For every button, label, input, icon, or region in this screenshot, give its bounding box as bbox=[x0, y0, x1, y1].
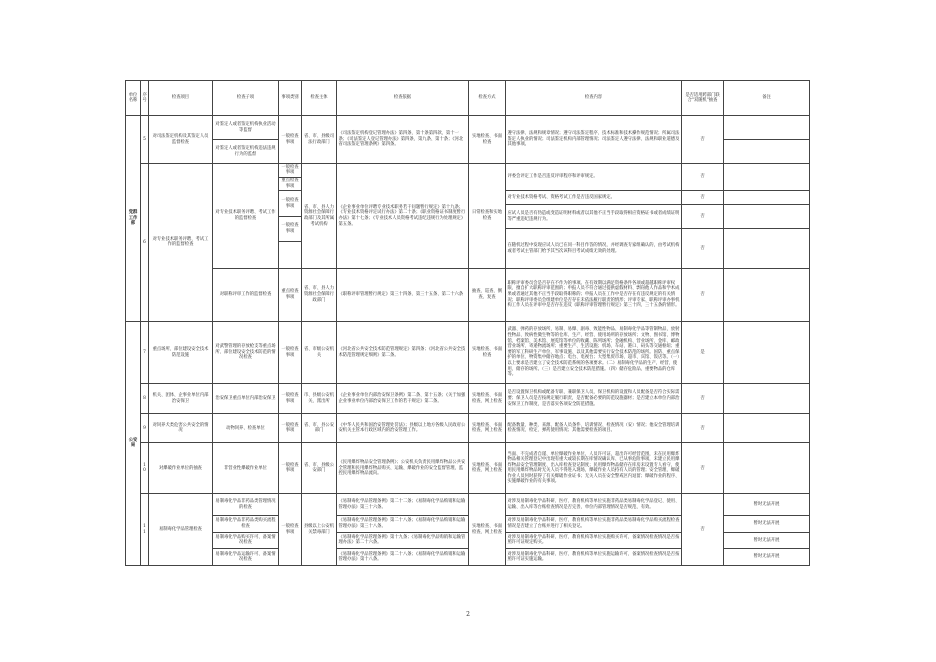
header-category: 事项类别 bbox=[279, 81, 302, 116]
joint-cell: 否 bbox=[682, 414, 724, 443]
note-cell bbox=[724, 268, 810, 321]
subitem-cell: 易制毒化学品运输许可、备案情况检查 bbox=[213, 549, 279, 566]
item-cell: 对爆破作业单位的抽查 bbox=[149, 443, 213, 494]
table-row bbox=[126, 116, 810, 140]
content-cell: 对涉及易制毒化学品科研、医疗、教育机构等单位实施购买许可、备案情况检查情况是否按照许可证规定购买。 bbox=[506, 532, 682, 549]
content-cell: 应试人员是否有伪造或变造证明材料或者以其他不正当手段取得相应资格证书或者成绩证明等严重违纪违规行为。 bbox=[506, 204, 682, 229]
subject-cell: 省、市、县人力资源社会保障行政部门及其所属考试机构 bbox=[302, 164, 337, 269]
note-cell bbox=[724, 204, 810, 229]
seq-cell: 10 bbox=[141, 443, 149, 494]
method-cell: 实地检查、书面检查、网上检查 bbox=[469, 384, 506, 414]
note-cell bbox=[724, 164, 810, 191]
content-cell: 当面、不完成者自谨、单位爆破作业单位，人员许可证，超出许可经营范围，未在民用爆炸物品相关管理登记中出现有重大或较长期在库情况确认库、已从事危险事项，未建立民用爆炸物品安全管理制度、出入库检查登记制度；民用爆炸物品储存在库房未设置专人看守，使用民用爆炸物品时无关人员不得进入现场，爆破作业人员持有人员的管理；安全管理、爆破作业人员何时获得了有关爆破作业证书；无关人员在安全警戒区内逗留；爆破作业的程序、实施爆破作业的有关事项。 bbox=[506, 443, 682, 494]
seq-cell: 5 bbox=[141, 116, 149, 164]
item-cell: 对饲养犬类危害公共安全的情况 bbox=[149, 414, 213, 443]
note-cell: 暂时无法开展 bbox=[724, 549, 810, 566]
dept-cell-public-security: 公安局 bbox=[126, 321, 141, 565]
basis-cell: 《企业事业单位评聘专业技术职务若干问题暂行规定》第十九条；《专业技术资格评定试行办法》第二十条；《职业资格证书制度暂行办法》第十七条；《专业技术人员资格考试违纪违规行为处理规定》第五条。 bbox=[337, 164, 469, 269]
note-cell: 暂时无法开展 bbox=[724, 494, 810, 516]
header-seq: 序号 bbox=[141, 81, 149, 116]
joint-cell: 否 bbox=[682, 164, 724, 191]
table-row bbox=[126, 268, 810, 321]
seq-cell: 6 bbox=[141, 164, 149, 322]
method-cell: 实地检查、书面检查、网上检查 bbox=[469, 443, 506, 494]
subject-cell: 县级以上公安机关禁毒部门 bbox=[302, 494, 337, 566]
joint-cell: 否 bbox=[682, 268, 724, 321]
table-row bbox=[126, 384, 810, 414]
note-cell bbox=[724, 321, 810, 383]
inspection-table bbox=[125, 80, 810, 566]
content-cell: 对涉及易制毒化学品科研、医疗、教育机构等单位实施非药品类易制毒化学品登记、使用、运输、出入库等台账检查情况是否完善，单位内部管理情况是否规范、有效。 bbox=[506, 494, 682, 516]
seq-cell: 8 bbox=[141, 384, 149, 414]
subitem-cell: 易制毒化学品非药品类购买流程检查 bbox=[213, 516, 279, 533]
subject-cell: 省、市级公安机关 bbox=[302, 321, 337, 383]
table-row bbox=[126, 443, 810, 494]
note-cell bbox=[724, 229, 810, 268]
category-cell: 重点检查事项 bbox=[279, 177, 302, 191]
seq-cell: 9 bbox=[141, 414, 149, 443]
subitem-cell: 对职称评审工作的监督检查 bbox=[213, 268, 279, 321]
header-content: 检查内容 bbox=[506, 81, 682, 116]
basis-cell: 《河北省公共安全技术防范管理规定》第四条；《河北省公共安全技术防范管理规定细则》第二条。 bbox=[337, 321, 469, 383]
method-cell: 实地检查、书面检查 bbox=[469, 116, 506, 164]
category-cell: 一般检查事项 bbox=[279, 384, 302, 414]
category-cell: 一般检查事项 bbox=[279, 164, 302, 178]
content-cell: 遵守法律、法规和规章情况；遵守司法鉴定程序、技术标准和技术操作规范情况；所属司法鉴定人执业的情况；司法鉴定机构内部管理情况；司法鉴定人遵守法律、法规和职业道德及其他事项。 bbox=[506, 116, 682, 164]
joint-cell: 否 bbox=[682, 191, 724, 205]
subitem-cell: 易制毒化学品购买许可、备案情况检查 bbox=[213, 532, 279, 549]
seq-cell: 7 bbox=[141, 321, 149, 383]
category-cell: 一般检查事项 bbox=[279, 191, 302, 217]
header-subitem: 检查子项 bbox=[213, 81, 279, 116]
table-row bbox=[126, 494, 810, 516]
content-cell: 评委会评定工作是否违反评审程序和评审规定。 bbox=[506, 164, 682, 191]
category-cell: 一般检查事项 bbox=[279, 116, 302, 164]
content-cell: 在随机过程中发现应试人员已在同一科目作答的情况，并经调查专家组确认的，由考试机构或者考试主管部门给予其当次该科目考试成绩无效的处理。 bbox=[506, 229, 682, 268]
note-cell: 暂时无法开展 bbox=[724, 516, 810, 533]
table-row bbox=[126, 321, 810, 383]
category-cell: 一般检查事项 bbox=[279, 414, 302, 443]
basis-cell: 《司法鉴定机构登记管理办法》第四条、第十条第四款、第十一条；《司法鉴定人登记管理办法》第四条、第九条、第十条；《河北省司法鉴定管理条例》第四条。 bbox=[337, 116, 469, 164]
joint-cell: 否 bbox=[682, 116, 724, 164]
subject-cell: 省、市、县级司法行政部门 bbox=[302, 116, 337, 164]
content-cell: 对专业技术资格考试、资格考试工作是否违反国家规定。 bbox=[506, 191, 682, 205]
item-cell: 对司法鉴定机构及其鉴定人员监督检查 bbox=[149, 116, 213, 164]
joint-cell: 否 bbox=[682, 384, 724, 414]
content-cell: 配备数量、种类、来源、配备人员条件、培训情况、检查情况（安）情况；他安全管理培训检查情况、检定、弹药使用情况；其他需要检查的项目。 bbox=[506, 414, 682, 443]
method-cell: 日常检查和实地检查 bbox=[469, 164, 506, 269]
subitem-cell: 对专业技术职务评聘、考试工作的监督检查 bbox=[213, 164, 279, 269]
basis-cell: 《中华人民共和国治安管理处罚法》；县级以上地方各级人民政府公安机关主管本行政区域内的治安管理工作。 bbox=[337, 414, 469, 443]
note-cell: 暂时无法开展 bbox=[724, 532, 810, 549]
category-cell: 一般检查事项 bbox=[279, 494, 302, 566]
header-method: 检查方式 bbox=[469, 81, 506, 116]
note-cell bbox=[724, 191, 810, 205]
subject-cell: 市、县级公安机关、派出所 bbox=[302, 384, 337, 414]
header-basis: 检查依据 bbox=[337, 81, 469, 116]
method-cell: 实地检查、书面检查、网上检查 bbox=[469, 494, 506, 566]
subject-cell: 省、市、县人力资源社会保障行政部门 bbox=[302, 268, 337, 321]
header-note: 备注 bbox=[724, 81, 810, 116]
dept-cell-party-work: 党群工作部 bbox=[126, 116, 141, 322]
basis-cell: 《易制毒化学品管理条例》第二十二条；《易制毒化学品购销和运输管理办法》第三十六条。 bbox=[337, 494, 469, 516]
category-cell bbox=[279, 241, 302, 268]
joint-cell: 是 bbox=[682, 321, 724, 383]
header-subject: 检查主体 bbox=[302, 81, 337, 116]
item-cell: 易制毒化学品管理检查 bbox=[149, 494, 213, 566]
content-cell: 是否设置保卫机构或配备专职、兼职保卫人员，保卫机构的设置和人员配备是否符合实际需要；保卫人员是否按规定履行职责，是否配备必要的防范设施器材；是否建立本单位内部治安保卫工作制度，是否落实各项安全防范措施。 bbox=[506, 384, 682, 414]
method-cell: 实地检查、书面检查、网上检查 bbox=[469, 414, 506, 443]
seq-cell: 11 bbox=[141, 494, 149, 566]
note-cell bbox=[724, 443, 810, 494]
basis-cell: 《企业事业单位内部治安保卫条例》第二条、第十五条；《关于加强企业事业单位内部治安保卫工作的若干规定》第二条。 bbox=[337, 384, 469, 414]
subitem-cell: 对鉴定人或者鉴定机构违法违规行为的监督 bbox=[213, 140, 279, 164]
note-cell bbox=[724, 414, 810, 443]
basis-cell: 《易制毒化学品管理条例》第二十八条；《易制毒化学品购销和运输管理办法》第十八条。 bbox=[337, 549, 469, 566]
method-cell: 实地检查、书面检查 bbox=[469, 321, 506, 383]
content-cell: 对涉及易制毒化学品科研、医疗、教育机构等单位实施非药品类易制毒化学品购买流程检查情况是否建立了台账并进行了相关登记。 bbox=[506, 516, 682, 533]
subject-cell: 省、市、县公安部门 bbox=[302, 414, 337, 443]
item-cell: 机关、团体、企事业单位内部治安保卫 bbox=[149, 384, 213, 414]
header-joint: 是否适用跨部门联合"双随机"抽查 bbox=[682, 81, 724, 116]
table-row bbox=[126, 164, 810, 178]
page-number: 2 bbox=[466, 611, 470, 618]
basis-cell: 《易制毒化学品管理条例》第十九条；《易制毒化学品购销和运输管理办法》第二十六条。 bbox=[337, 532, 469, 549]
subitem-cell: 对武警管理的存放枪支等重点场所、部位建设安全技术防范的情况检查 bbox=[213, 321, 279, 383]
basis-cell: 《民用爆炸物品安全管理条例》；公安机关负责民用爆炸物品公共安全管理和民用爆炸物品购买、运输、爆破作业的安全监督管理，监控民用爆炸物品流向。 bbox=[337, 443, 469, 494]
header-item: 检查项目 bbox=[149, 81, 213, 116]
table-header-row bbox=[126, 81, 810, 116]
note-cell bbox=[724, 116, 810, 140]
item-cell: 对专业技术职务评聘、考试工作的监督检查 bbox=[149, 164, 213, 322]
subitem-cell: 非营业性爆破作业单位 bbox=[213, 443, 279, 494]
joint-cell: 否 bbox=[682, 443, 724, 494]
category-cell: 一般检查事项 bbox=[279, 321, 302, 383]
note-cell bbox=[724, 384, 810, 414]
subitem-cell: 对鉴定人或者鉴定机构执业活动等监督 bbox=[213, 116, 279, 140]
method-cell: 抽查、巡查、倒查、复查 bbox=[469, 268, 506, 321]
category-cell: 一般检查事项 bbox=[279, 443, 302, 494]
subject-cell: 省、市、县级公安部门 bbox=[302, 443, 337, 494]
header-dept: 单位名称 bbox=[126, 81, 141, 116]
content-cell: 对涉及易制毒化学品科研、医疗、教育机构等单位实施运输许可、备案情况检查情况是否按照许可证实施运输。 bbox=[506, 549, 682, 566]
note-cell bbox=[724, 140, 810, 164]
category-cell: 重点检查事项 bbox=[279, 268, 302, 321]
table-row bbox=[126, 414, 810, 443]
category-cell: 一般检查事项 bbox=[279, 217, 302, 242]
subitem-cell: 治安保卫重点单位内部治安保卫 bbox=[213, 384, 279, 414]
subitem-cell: 动物饲养、检查单位 bbox=[213, 414, 279, 443]
joint-cell: 否 bbox=[682, 494, 724, 566]
inspection-table-sheet bbox=[125, 80, 809, 566]
basis-cell: 《职称评审管理暂行规定》第三十四条、第三十五条、第二十六条 bbox=[337, 268, 469, 321]
item-cell: 重点场所、部位建设安全技术防范设施 bbox=[149, 321, 213, 383]
joint-cell: 否 bbox=[682, 229, 724, 268]
joint-cell: 否 bbox=[682, 204, 724, 229]
basis-cell: 《易制毒化学品管理条例》第二十八条；《易制毒化学品购销和运输管理办法》第三十八条。 bbox=[337, 516, 469, 533]
content-cell: 武器、弹药的存放场所，易制、易爆、剧毒、致能性物品、易制毒化学品等管制物品，放射性物品、致病性微生物等的仓库、生产、经营、使用场所的存放场所；文物、图书馆、博物馆、档案馆、美术馆、展览馆等单位的收藏、陈列场所；金融机构、营业场所、金库、邮政营业场所、寄递物流场所；重要生产、生活设施；机场、车站、港口、码头等交通枢纽；重要的军工科研生产单位、军事设施、以及其他需要实行安全技术防范的场所。国防、重点保护的单位、物资集中储存地点；电台、电视台；大型集贸市场、超市、宾馆、饭店等。（一）以上要求是否建立了安全技术防范系统的各项要求。（二）易制毒化学品的生产、经营、使用、储存的场所。（三）是否建立安全技术防范措施。（四）储存危险品、重要物品的仓库等。 bbox=[506, 321, 682, 383]
content-cell: 职称评审委员会是否存在不作为的事项。在有效期以满足资格条件各项或超越职称评审权限、擅自扩大职称评审范围的；申报人员不符合通过提供虚假材料、剽窃他人作品和学术成果或者通过其他不正当手段取得职称的；申报人员在工作中是否存在有违反规定的有关情况；职称评审委员会组建单位是否存在未依法履行职责的情形；评审专家、职称评审办事机构工作人员在评审中是否存在违反《职称评审管理暂行规定》第三十四、三十五条的情形。 bbox=[506, 268, 682, 321]
subitem-cell: 易制毒化学品非药品类管理情况的检查 bbox=[213, 494, 279, 516]
